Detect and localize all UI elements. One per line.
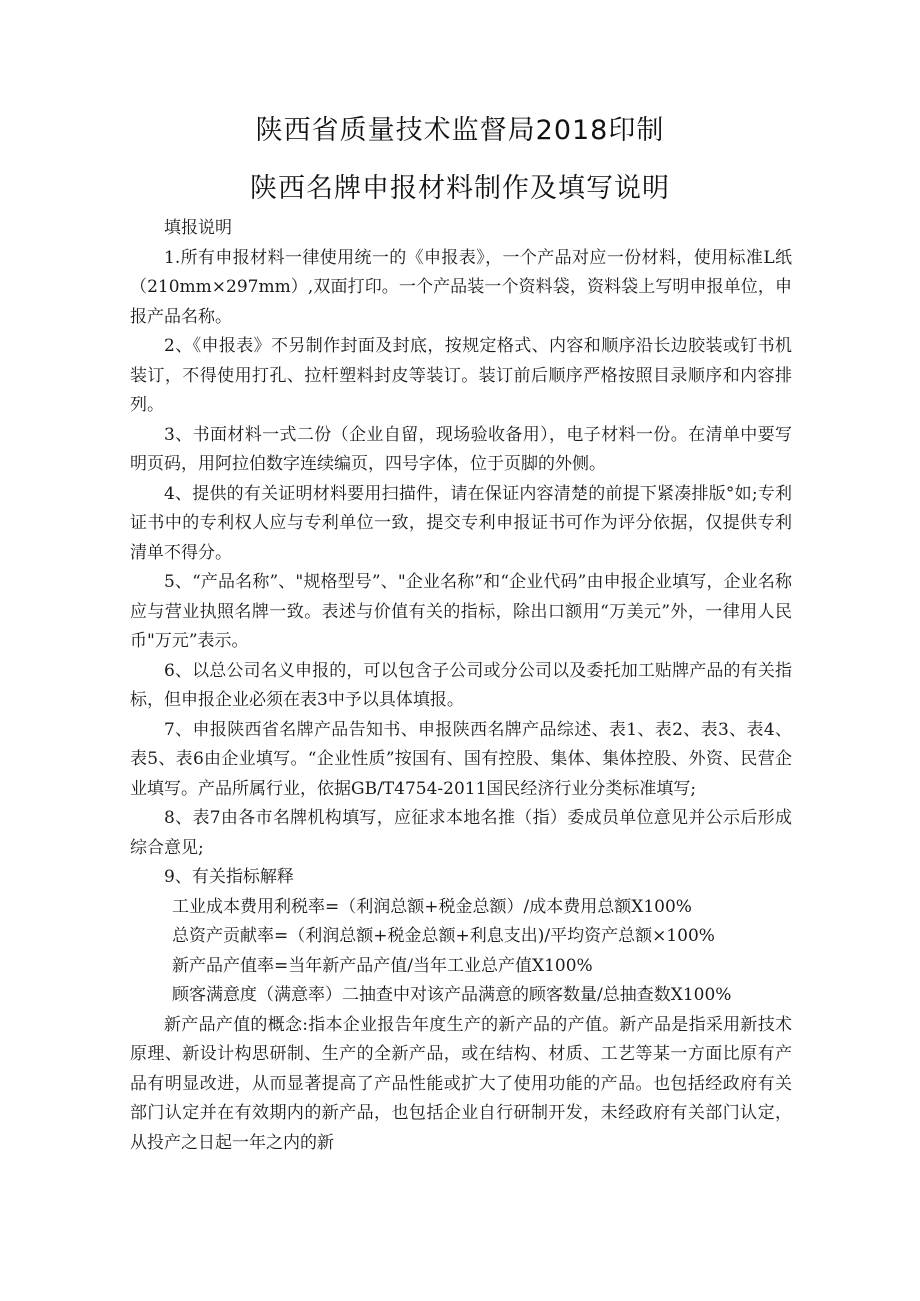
document-subtitle: 陕西名牌申报材料制作及填写说明 (250, 173, 670, 204)
paragraph-8: 8、表7由各市名牌机构填写，应征求本地名推（指）委成员单位意见并公示后形成综合意见; (130, 808, 792, 858)
new-product-concept-paragraph: 新产品产值的概念:指本企业报告年度生产的新产品的产值。新产品是指采用新技术原理、新设计构思研制、生产的全新产品，或在结构、材质、工艺等某一方面比原有产品有明显改进，从而显著提高了产品性能或扩大了使用功能的产品。也包括经政府有关部门认定并在有效期内的新产品，也包括企业自行研制开发，未经政府有关部门认定，从投产之日起一年之内的新 (130, 1014, 792, 1153)
paragraph-3: 3、书面材料一式二份（企业自留，现场验收备用），电子材料一份。在清单中要写明页码，用阿拉伯数字连续编页，四号字体，位于页脚的外侧。 (130, 424, 792, 474)
formula-customer-satisfaction: 顾客满意度（满意率）二抽查中对该产品满意的顾客数量/总抽查数X100% (172, 985, 732, 1005)
formula-new-product-output-rate: 新产品产值率=当年新产品产值/当年工业总产值X100% (172, 955, 593, 976)
document-body (130, 214, 792, 1158)
paragraph-1: 1.所有申报材料一律使用统一的《申报表》，一个产品对应一份材料，使用标准L纸（210mm×297mm）,双面打印。一个产品装一个资料袋，资料袋上写明申报单位，申报产品名称。 (130, 247, 792, 327)
paragraph-5: 5、“产品名称”、"规格型号”、"企业名称”和“企业代码”由申报企业填写，企业名称应与营业执照名牌一致。表述与价值有关的指标，除出口额用“万美元”外，一律用人民币"万元”表示。 (130, 572, 792, 651)
paragraph-7: 7、申报陕西省名牌产品告知书、申报陕西名牌产品综述、表1、表2、表3、表4、表5、表6由企业填写。“企业性质”按国有、国有控股、集体、集体控股、外资、民营企业填写。产品所属行业，依据GB/T4754-2011国民经济行业分类标准填写; (130, 719, 792, 799)
document-title: 陕西省质量技术监督局2018印制 (255, 115, 665, 146)
paragraph-9: 9、有关指标解释 (164, 867, 294, 887)
section-label: 填报说明 (164, 218, 232, 238)
formula-total-asset-contribution: 总资产贡献率=（利润总额+税金总额+利息支出)/平均资产总额×100% (172, 926, 715, 946)
formula-cost-profit-tax-rate: 工业成本费用利税率=（利润总额+税金总额）/成本费用总额X100% (172, 896, 692, 917)
paragraph-4: 4、提供的有关证明材料要用扫描件，请在保证内容清楚的前提下紧凑排版°如;专利证书中的专利权人应与专利单位一致，提交专利申报证书可作为评分依据，仅提供专利清单不得分。 (130, 483, 792, 563)
paragraph-6: 6、以总公司名义申报的，可以包含子公司或分公司以及委托加工贴牌产品的有关指标，但申报企业必须在表3中予以具体填报。 (130, 660, 792, 710)
paragraph-2: 2、《申报表》不另制作封面及封底，按规定格式、内容和顺序沿长边胶装或钉书机装订，不得使用打孔、拉杆塑料封皮等装订。装订前后顺序严格按照目录顺序和内容排列。 (130, 336, 792, 415)
